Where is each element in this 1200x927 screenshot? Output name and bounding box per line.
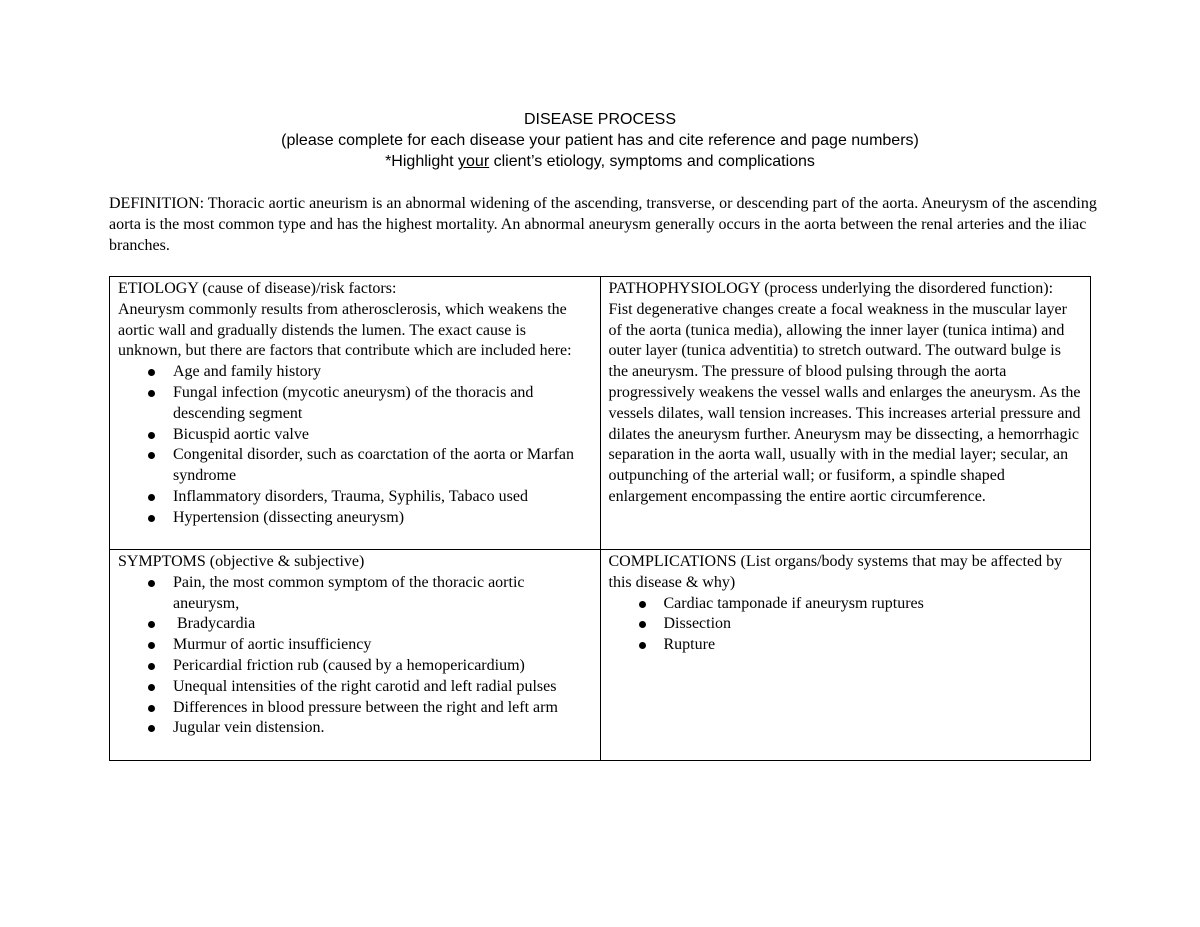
- list-item: Pain, the most common symptom of the thoracic aortic aneurysm,: [173, 573, 594, 615]
- complications-cell: [600, 550, 1091, 761]
- pathophysiology-heading: PATHOPHYSIOLOGY (process underlying the disordered function):: [608, 280, 1054, 297]
- etiology-list: [118, 362, 594, 528]
- list-item: Congenital disorder, such as coarctation of the aorta or Marfan syndrome: [173, 445, 594, 487]
- symptoms-cell: [110, 550, 601, 761]
- highlight-prefix: *Highlight: [385, 153, 459, 170]
- highlight-instruction: [0, 151, 1200, 172]
- list-item: Bicuspid aortic valve: [173, 425, 594, 446]
- document-header: [0, 109, 1200, 172]
- symptoms-heading: SYMPTOMS (objective & subjective): [118, 553, 365, 570]
- list-item: Dissection: [664, 614, 1085, 635]
- document-title: DISEASE PROCESS: [523, 111, 677, 128]
- list-item: Jugular vein distension.: [173, 718, 594, 739]
- etiology-heading: ETIOLOGY (cause of disease)/risk factors:: [118, 280, 397, 297]
- etiology-cell: [110, 277, 601, 550]
- list-item: Differences in blood pressure between the right and left arm: [173, 698, 594, 719]
- complications-list: [609, 594, 1085, 656]
- pathophysiology-text: Fist degenerative changes create a focal weakness in the muscular layer of the aorta (tunica media), allowing the inner layer (tunica intima) and outer layer (tunica adventitia) to stretch outward. The outward bulge is the aneurysm. The pressure of blood pulsing through the aorta progressively weakens the vessel walls and enlarges the aneurysm. As the vessels dilates, wall tension increases. This increases arterial pressure and dilates the aneurysm further. Aneurysm may be dissecting, a hemorrhagic separation in the aorta wall, usually with in the medial layer; secular, an outpunching of the arterial wall; or fusiform, a spindle shaped enlargement encompassing the entire aortic circumference.: [608, 300, 1081, 505]
- pathophysiology-cell: [600, 277, 1091, 550]
- list-item: Hypertension (dissecting aneurysm): [173, 508, 594, 529]
- etiology-intro: Aneurysm commonly results from atherosclerosis, which weakens the aortic wall and gradually distends the lumen. The exact cause is unknown, but there are factors that contribute which are included here:: [118, 300, 572, 360]
- list-item: Inflammatory disorders, Trauma, Syphilis, Tabaco used: [173, 487, 594, 508]
- complications-heading: COMPLICATIONS (List organs/body systems that may be affected by this disease & why): [608, 553, 1063, 591]
- list-item: Unequal intensities of the right carotid and left radial pulses: [173, 677, 594, 698]
- symptoms-list: [118, 573, 594, 739]
- list-item: Age and family history: [173, 362, 594, 383]
- definition-paragraph: DEFINITION: Thoracic aortic aneurism is an abnormal widening of the ascending, transverse, or descending part of the aorta. Aneurysm of the ascending aorta is the most common type and has the highest mortality. An abnormal aneurysm generally occurs in the aorta between the renal arteries and the iliac branches.: [109, 195, 1097, 254]
- highlight-suffix: client’s etiology, symptoms and complications: [489, 153, 815, 170]
- list-item: Pericardial friction rub (caused by a hemopericardium): [173, 656, 594, 677]
- list-item: Fungal infection (mycotic aneurysm) of the thoracis and descending segment: [173, 383, 594, 425]
- list-item: Murmur of aortic insufficiency: [173, 635, 594, 656]
- disease-process-table: [109, 276, 1091, 761]
- document-subtitle: (please complete for each disease your patient has and cite reference and page numbers): [281, 132, 919, 149]
- list-item: Cardiac tamponade if aneurysm ruptures: [664, 594, 1085, 615]
- table-row: [110, 277, 1091, 550]
- highlight-underlined-word: your: [458, 153, 490, 170]
- list-item: Bradycardia: [173, 614, 594, 635]
- table-row: [110, 550, 1091, 761]
- list-item: Rupture: [664, 635, 1085, 656]
